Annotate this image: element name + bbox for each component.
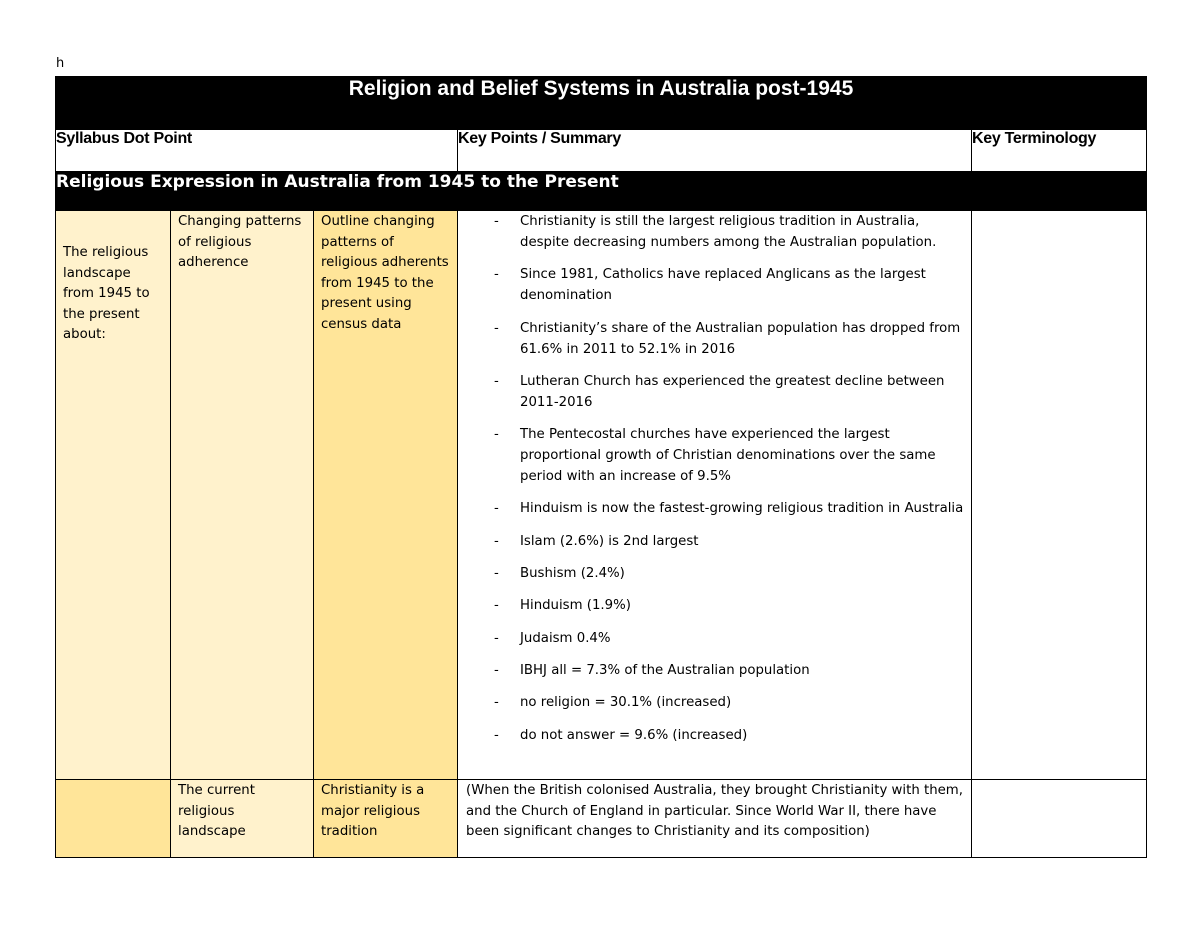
cell-key-points [458, 780, 972, 858]
bullet-text: Since 1981, Catholics have replaced Anglicans as the largest denomination [520, 267, 926, 304]
header-key-points: Key Points / Summary [458, 130, 972, 172]
bullet-text: Bushism (2.4%) [520, 566, 625, 582]
cell-subtopic-text: The current religious landscape [178, 783, 255, 839]
list-item [458, 498, 965, 519]
list-item [458, 725, 965, 746]
bullet-dash: - [494, 214, 499, 229]
list-item [458, 628, 965, 649]
cell-terminology [972, 211, 1147, 780]
list-item [458, 424, 965, 487]
cell-topic [56, 211, 171, 780]
list-item [458, 318, 965, 360]
summary-table [55, 76, 1147, 858]
list-item [458, 660, 965, 681]
cell-terminology [972, 780, 1147, 858]
list-item [458, 264, 965, 306]
bullet-dash: - [494, 566, 499, 582]
cell-subtopic [171, 780, 314, 858]
bullet-text: Christianity is still the largest religious tradition in Australia, despite decreasing numbers among the Australian population. [520, 214, 937, 250]
bullet-text: Christianity’s share of the Australian population has dropped from 61.6% in 2011 to 52.1% in 2016 [520, 320, 961, 357]
table-row [56, 780, 1147, 858]
bullet-text: Hinduism (1.9%) [520, 598, 631, 614]
cell-key-points [458, 211, 972, 780]
cell-dot-point-text: Christianity is a major religious tradition [321, 783, 425, 839]
header-row [56, 130, 1147, 172]
bullet-text: no religion = 30.1% (increased) [520, 695, 732, 711]
cell-subtopic [171, 211, 314, 780]
section-row [56, 172, 1147, 211]
document-title: Religion and Belief Systems in Australia post-1945 [56, 77, 1147, 130]
stray-character: h [56, 56, 65, 71]
bullet-dash: - [494, 695, 499, 711]
list-item [458, 531, 965, 552]
table-row [56, 211, 1147, 780]
cell-dot-point-text: Outline changing patterns of religious adherents from 1945 to the present using census data [321, 214, 449, 332]
cell-subtopic-text: Changing patterns of religious adherence [178, 214, 302, 270]
bullet-text: Islam (2.6%) is 2nd largest [520, 533, 699, 549]
bullet-text: The Pentecostal churches have experienced the largest proportional growth of Christian denominations over the same period with an increase of 9.5% [520, 427, 936, 485]
list-item [458, 371, 965, 413]
bullet-dash: - [494, 427, 499, 443]
key-points-list [458, 211, 971, 746]
list-item [458, 211, 965, 253]
bullet-dash: - [494, 662, 499, 678]
title-row [56, 77, 1147, 130]
bullet-text: do not answer = 9.6% (increased) [520, 727, 748, 743]
section-title: Religious Expression in Australia from 1945 to the Present [56, 172, 972, 211]
cell-dot-point [314, 780, 458, 858]
bullet-text: Lutheran Church has experienced the greatest decline between 2011-2016 [520, 373, 945, 410]
bullet-text: Judaism 0.4% [520, 630, 611, 646]
list-item [458, 692, 965, 713]
cell-topic-text: The religious landscape from 1945 to the present about: [63, 245, 150, 342]
header-terminology: Key Terminology [972, 130, 1147, 172]
bullet-text: Hinduism is now the fastest-growing religious tradition in Australia [520, 501, 964, 517]
bullet-dash: - [494, 727, 499, 743]
cell-topic [56, 780, 171, 858]
bullet-dash: - [494, 267, 499, 283]
bullet-dash: - [494, 501, 499, 517]
bullet-dash: - [494, 598, 499, 614]
bullet-dash: - [494, 533, 499, 549]
header-syllabus: Syllabus Dot Point [56, 130, 458, 172]
bullet-dash: - [494, 630, 499, 646]
bullet-dash: - [494, 373, 499, 389]
bullet-dash: - [494, 320, 499, 336]
section-title-empty-cell [972, 172, 1147, 211]
cell-dot-point [314, 211, 458, 780]
list-item [458, 563, 965, 584]
list-item [458, 595, 965, 616]
bullet-text: IBHJ all = 7.3% of the Australian population [520, 662, 810, 678]
cell-key-points-text: (When the British colonised Australia, they brought Christianity with them, and the Church of England in particular. Since World War II, there have been significant changes to Christianity and its composition) [466, 783, 963, 839]
